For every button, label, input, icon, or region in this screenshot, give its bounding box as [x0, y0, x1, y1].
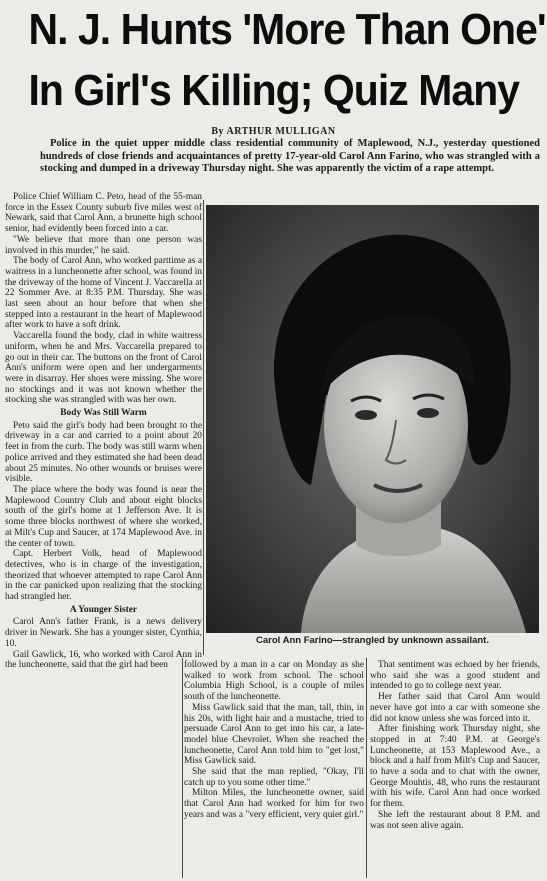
- column-3-paragraph: Her father said that Carol Ann would never have got into a car with someone she did not know unless she was forced into it.: [370, 692, 540, 724]
- article-column-1: [5, 192, 202, 878]
- column-1-paragraph: Peto said the girl's body had been brought to the driveway in a car and carried to a point about 20 feet in from the curb. The body was still warm when police arrived and they estimated she had been dead about 25 minutes. No other wounds or bruises were visible.: [5, 420, 202, 485]
- column-3-paragraph: She left the restaurant about 8 P.M. and was not seen alive again.: [370, 809, 540, 831]
- column-3-paragraph: After finishing work Thursday night, she stopped in at 7:40 P.M. at George's Luncheonette, at 153 Maplewood Ave., a block and a half from Milt's Cup and Saucer, to have a soda and to chat with the owner, George Mouhtis, 48, who runs the restaurant with his wife. Carol Ann had once worked for them.: [370, 724, 540, 810]
- subhead-body-was-still-warm: Body Was Still Warm: [60, 408, 147, 419]
- lead-paragraph: Police in the quiet upper middle class residential community of Maplewood, N.J., yesterday questioned hundreds of close friends and acquaintances of pretty 17-year-old Carol Ann Farino, who was strangled with a stocking and dumped in a driveway Thursday night. She was apparently the victim of a rape attempt.: [40, 138, 540, 175]
- headline-line-1: N. J. Hunts 'More Than One': [28, 5, 546, 54]
- column-3-paragraph: That sentiment was echoed by her friends, who said she was a good student and intended to go to college next year.: [370, 660, 540, 692]
- column-1-paragraph: Capt. Herbert Volk, head of Maplewood detectives, who is in charge of the investigation, theorized that whoever attempted to rape Carol Ann in the car panicked upon realizing that the stocking had strangled her.: [5, 549, 202, 603]
- column-2-paragraph: Milton Miles, the luncheonette owner, said that Carol Ann had worked for him for two years and was a "very efficient, very quiet girl.": [184, 788, 364, 820]
- portrait-photo: [206, 205, 539, 633]
- column-rule-left: [203, 200, 204, 655]
- subhead-a-younger-sister: A Younger Sister: [69, 604, 138, 615]
- column-2-paragraph: Miss Gawlick said that the man, tall, thin, in his 20s, with light hair and a mustache, tried to persuade Carol Ann to get into his car, a late-model blue Chevrolet. When she reached the luncheonette, Carol Ann told him to "get lost," Miss Gawlick said.: [184, 702, 364, 767]
- column-2-paragraph: followed by a man in a car on Monday as she walked to work from school. The school Columbia High School, is a couple of miles south of the luncheonette.: [184, 660, 364, 703]
- column-1-paragraph: "We believe that more than one person was involved in this murder," he said.: [5, 234, 202, 256]
- column-1-paragraph: Police Chief William C. Peto, head of the 55-man force in the Essex County suburb five miles west of Newark, said that Carol Ann, a brunette high school senior, had evidently been forced into a car.: [5, 192, 202, 235]
- column-1-paragraph: The body of Carol Ann, who worked parttime as a waitress in a luncheonette after school, was found in the driveway of the home of Vincent J. Vaccarella at 22 Sommer Ave. at 8:35 P.M. Thursday. She was last seen about an hour before that when she stepped into a restaurant in the heart of Maplewood after work to have a soft drink.: [5, 256, 202, 331]
- photo-caption: Carol Ann Farino—strangled by unknown assailant.: [256, 635, 489, 646]
- column-1-paragraph: Carol Ann's father Frank, is a news delivery driver in Newark. She has a younger sister, Cynthia, 10.: [5, 617, 202, 649]
- column-rule-bottom-right: [366, 658, 367, 878]
- column-1-paragraph: Gail Gawlick, 16, who worked with Carol Ann in the luncheonette, said that the girl had been: [5, 649, 202, 671]
- headline-line-2: In Girl's Killing; Quiz Many: [28, 66, 520, 115]
- column-1-paragraph: Vaccarella found the body, clad in white waitress uniform, when he and Mrs. Vaccarella prepared to go out in their car. The buttons on the front of Carol Ann's uniform were open and her undergarments were in disarray. Her shoes were missing. She wore no stockings and it was not known whether the stocking she was strangled with was her own.: [5, 331, 202, 406]
- article-column-3: [370, 660, 540, 878]
- column-2-paragraph: She said that the man replied, "Okay, I'll catch up to you some other time.": [184, 767, 364, 788]
- portrait-image: [206, 205, 539, 633]
- article-column-2: [184, 660, 364, 878]
- column-1-paragraph: The place where the body was found is near the Maplewood Country Club and about eight blocks south of the girl's home at 1 Jefferson Ave. It is some three blocks northwest of where she worked, at Milt's Cup and Saucer, at 174 Maplewood Ave. in the center of town.: [5, 484, 202, 549]
- byline: By ARTHUR MULLIGAN: [211, 126, 336, 137]
